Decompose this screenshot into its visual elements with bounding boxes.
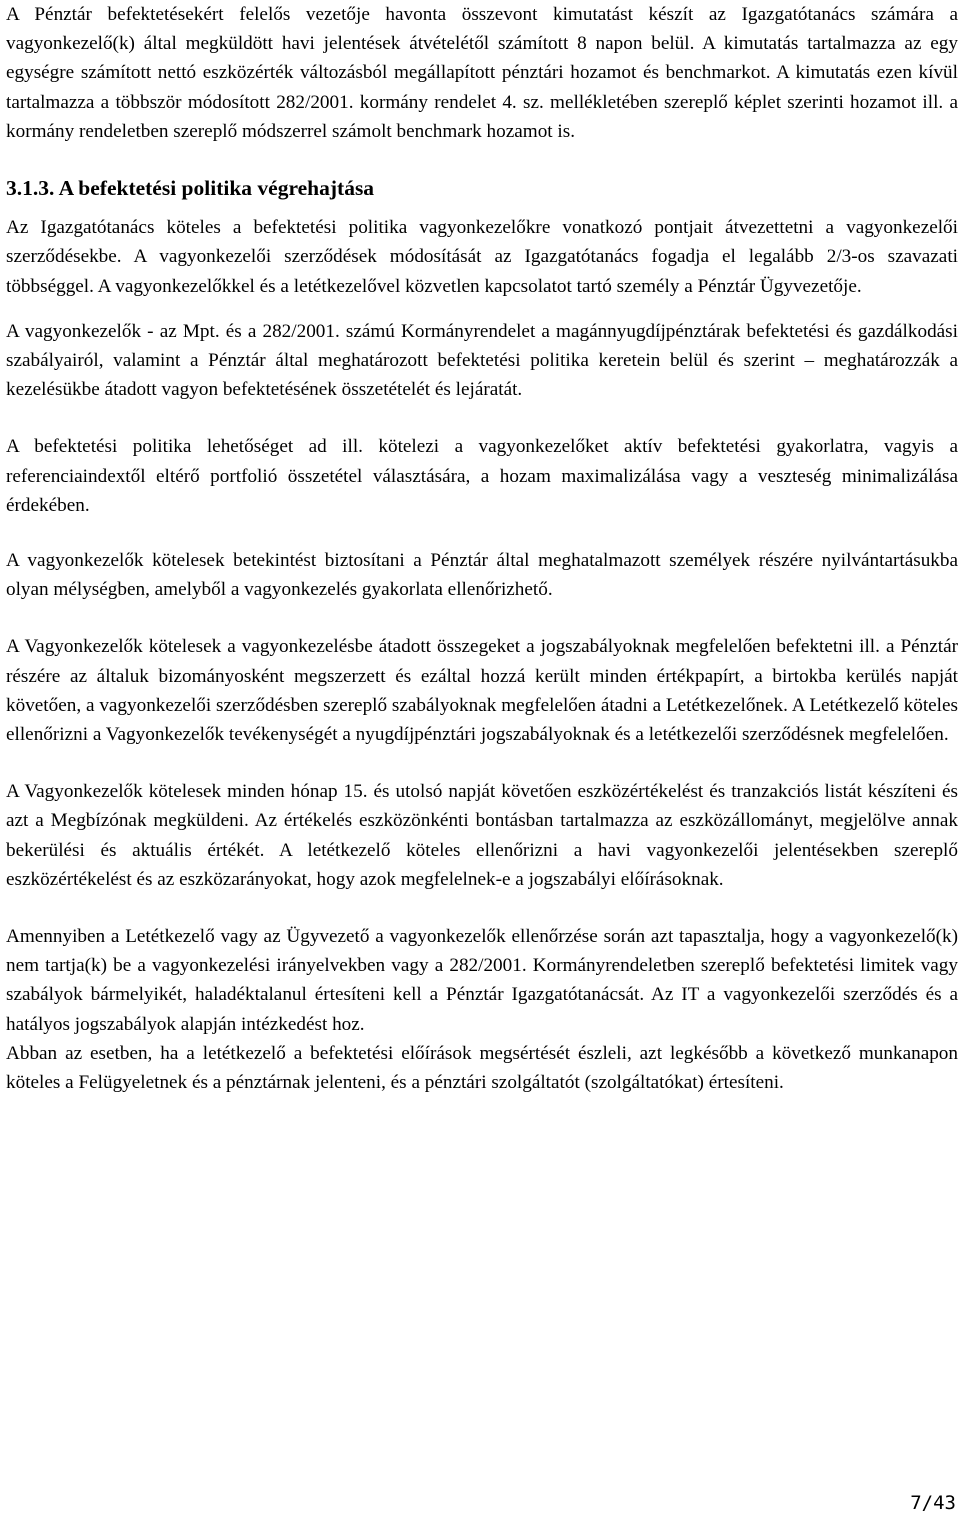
spacer	[6, 404, 958, 432]
paragraph-valuation: A Vagyonkezelők kötelesek minden hónap 15. és utolsó napját követően eszközértékelést és tranzakciós listát készíteni és azt a Megbízónak megküldeni. Az értékelés eszközönkénti bontásban tartalmazza az eszközállományt, megjelölve annak bekerülési és aktuális értékét. A letétkezelő köteles ellenőrizni a havi vagyonkezelői jelentésekben szereplő eszközértékelést és az eszközarányokat, hogy azok megfelelnek-e a jogszabályi előírásoknak.	[6, 781, 958, 890]
document-page	[6, 0, 958, 1097]
spacer	[6, 520, 958, 546]
paragraph-active-investment: A befektetési politika lehetőséget ad ill. kötelezi a vagyonkezelőket aktív befektetési gyakorlatra, vagyis a referenciaindextől eltérő portfolió összetétel választására, a hozam maximalizálása vagy a veszteség minimalizálása érdekében.	[6, 436, 958, 516]
spacer	[6, 301, 958, 317]
spacer	[6, 604, 958, 632]
intro-paragraph: A Pénztár befektetésekért felelős vezetője havonta összevont kimutatást készít az Igazgatótanács számára a vagyonkezelő(k) által megküldött havi jelentések átvételétől számított 8 napon belül. A kimutatás tartalmazza az egy egységre számított nettó eszközérték változásból megállapított pénztári hozamot és benchmarkot. A kimutatás ezen kívül tartalmazza a többször módosított 282/2001. kormány rendelet 4. sz. mellékletében szereplő képlet szerinti hozamot ill. a kormány rendeletben szereplő módszerrel számolt benchmark hozamot is.	[6, 4, 958, 142]
paragraph-custodian: A Vagyonkezelők kötelesek a vagyonkezelésbe átadott összegeket a jogszabályoknak megfelelően befektetni ill. a Pénztár részére az általuk bizományosként megszerzett és ezáltal hozzá került minden értékpapírt, a birtokba kerülés napját követően, a vagyonkezelői szerződésben szereplő szabályoknak megfelelően átadni a Letétkezelőnek. A Letétkezelő köteles ellenőrizni a Vagyonkezelők tevékenységét a nyugdíjpénztári jogszabályoknak és a letétkezelői szerződésnek megfelelően.	[6, 636, 958, 746]
paragraph-inspection: A vagyonkezelők kötelesek betekintést biztosítani a Pénztár által meghatalmazott személyek részére nyilvántartásukba olyan mélységben, amelyből a vagyonkezelés gyakorlata ellenőrizhető.	[6, 550, 958, 601]
section-heading: 3.1.3. A befektetési politika végrehajtása	[6, 176, 375, 201]
paragraph-limit-breach: Amennyiben a Letétkezelő vagy az Ügyvezető a vagyonkezelők ellenőrzése során azt tapasztalja, hogy a vagyonkezelő(k) nem tartja(k) be a vagyonkezelési irányelvekben vagy a 282/2001. Kormányrendeletben szereplő befektetési limitek vagy szabályok bármelyikét, haladéktalanul értesíteni kell a Pénztár Igazgatótanácsát. Az IT a vagyonkezelői szerződés és a hatályos jogszabályok alapján intézkedést hoz.	[6, 926, 958, 1035]
spacer	[6, 203, 958, 213]
spacer	[6, 749, 958, 777]
page-number: 7/43	[910, 1492, 956, 1514]
paragraph-board-duties: Az Igazgatótanács köteles a befektetési politika vagyonkezelőkre vonatkozó pontjait átvezettetni a vagyonkezelői szerződésekbe. A vagyonkezelői szerződések módosítását az Igazgatótanács fogadja el legalább 2/3-os szavazati többséggel. A vagyonkezelőkkel és a letétkezelővel közvetlen kapcsolatot tartó személy a Pénztár Ügyvezetője.	[6, 217, 958, 297]
paragraph-reporting: Abban az esetben, ha a letétkezelő a befektetési előírások megsértését észleli, azt legkésőbb a következő munkanapon köteles a Felügyeletnek és a pénztárnak jelenteni, és a pénztári szolgáltatót (szolgáltatókat) értesíteni.	[6, 1042, 958, 1094]
paragraph-asset-managers: A vagyonkezelők - az Mpt. és a 282/2001. számú Kormányrendelet a magánnyugdíjpénztárak befektetési és gazdálkodási szabályairól, valamint a Pénztár által meghatározott befektetési politika keretein belül és szerint – meghatározzák a kezelésükbe átadott vagyon befektetésének összetételét és lejáratát.	[6, 320, 958, 401]
spacer	[6, 146, 958, 174]
spacer	[6, 894, 958, 922]
